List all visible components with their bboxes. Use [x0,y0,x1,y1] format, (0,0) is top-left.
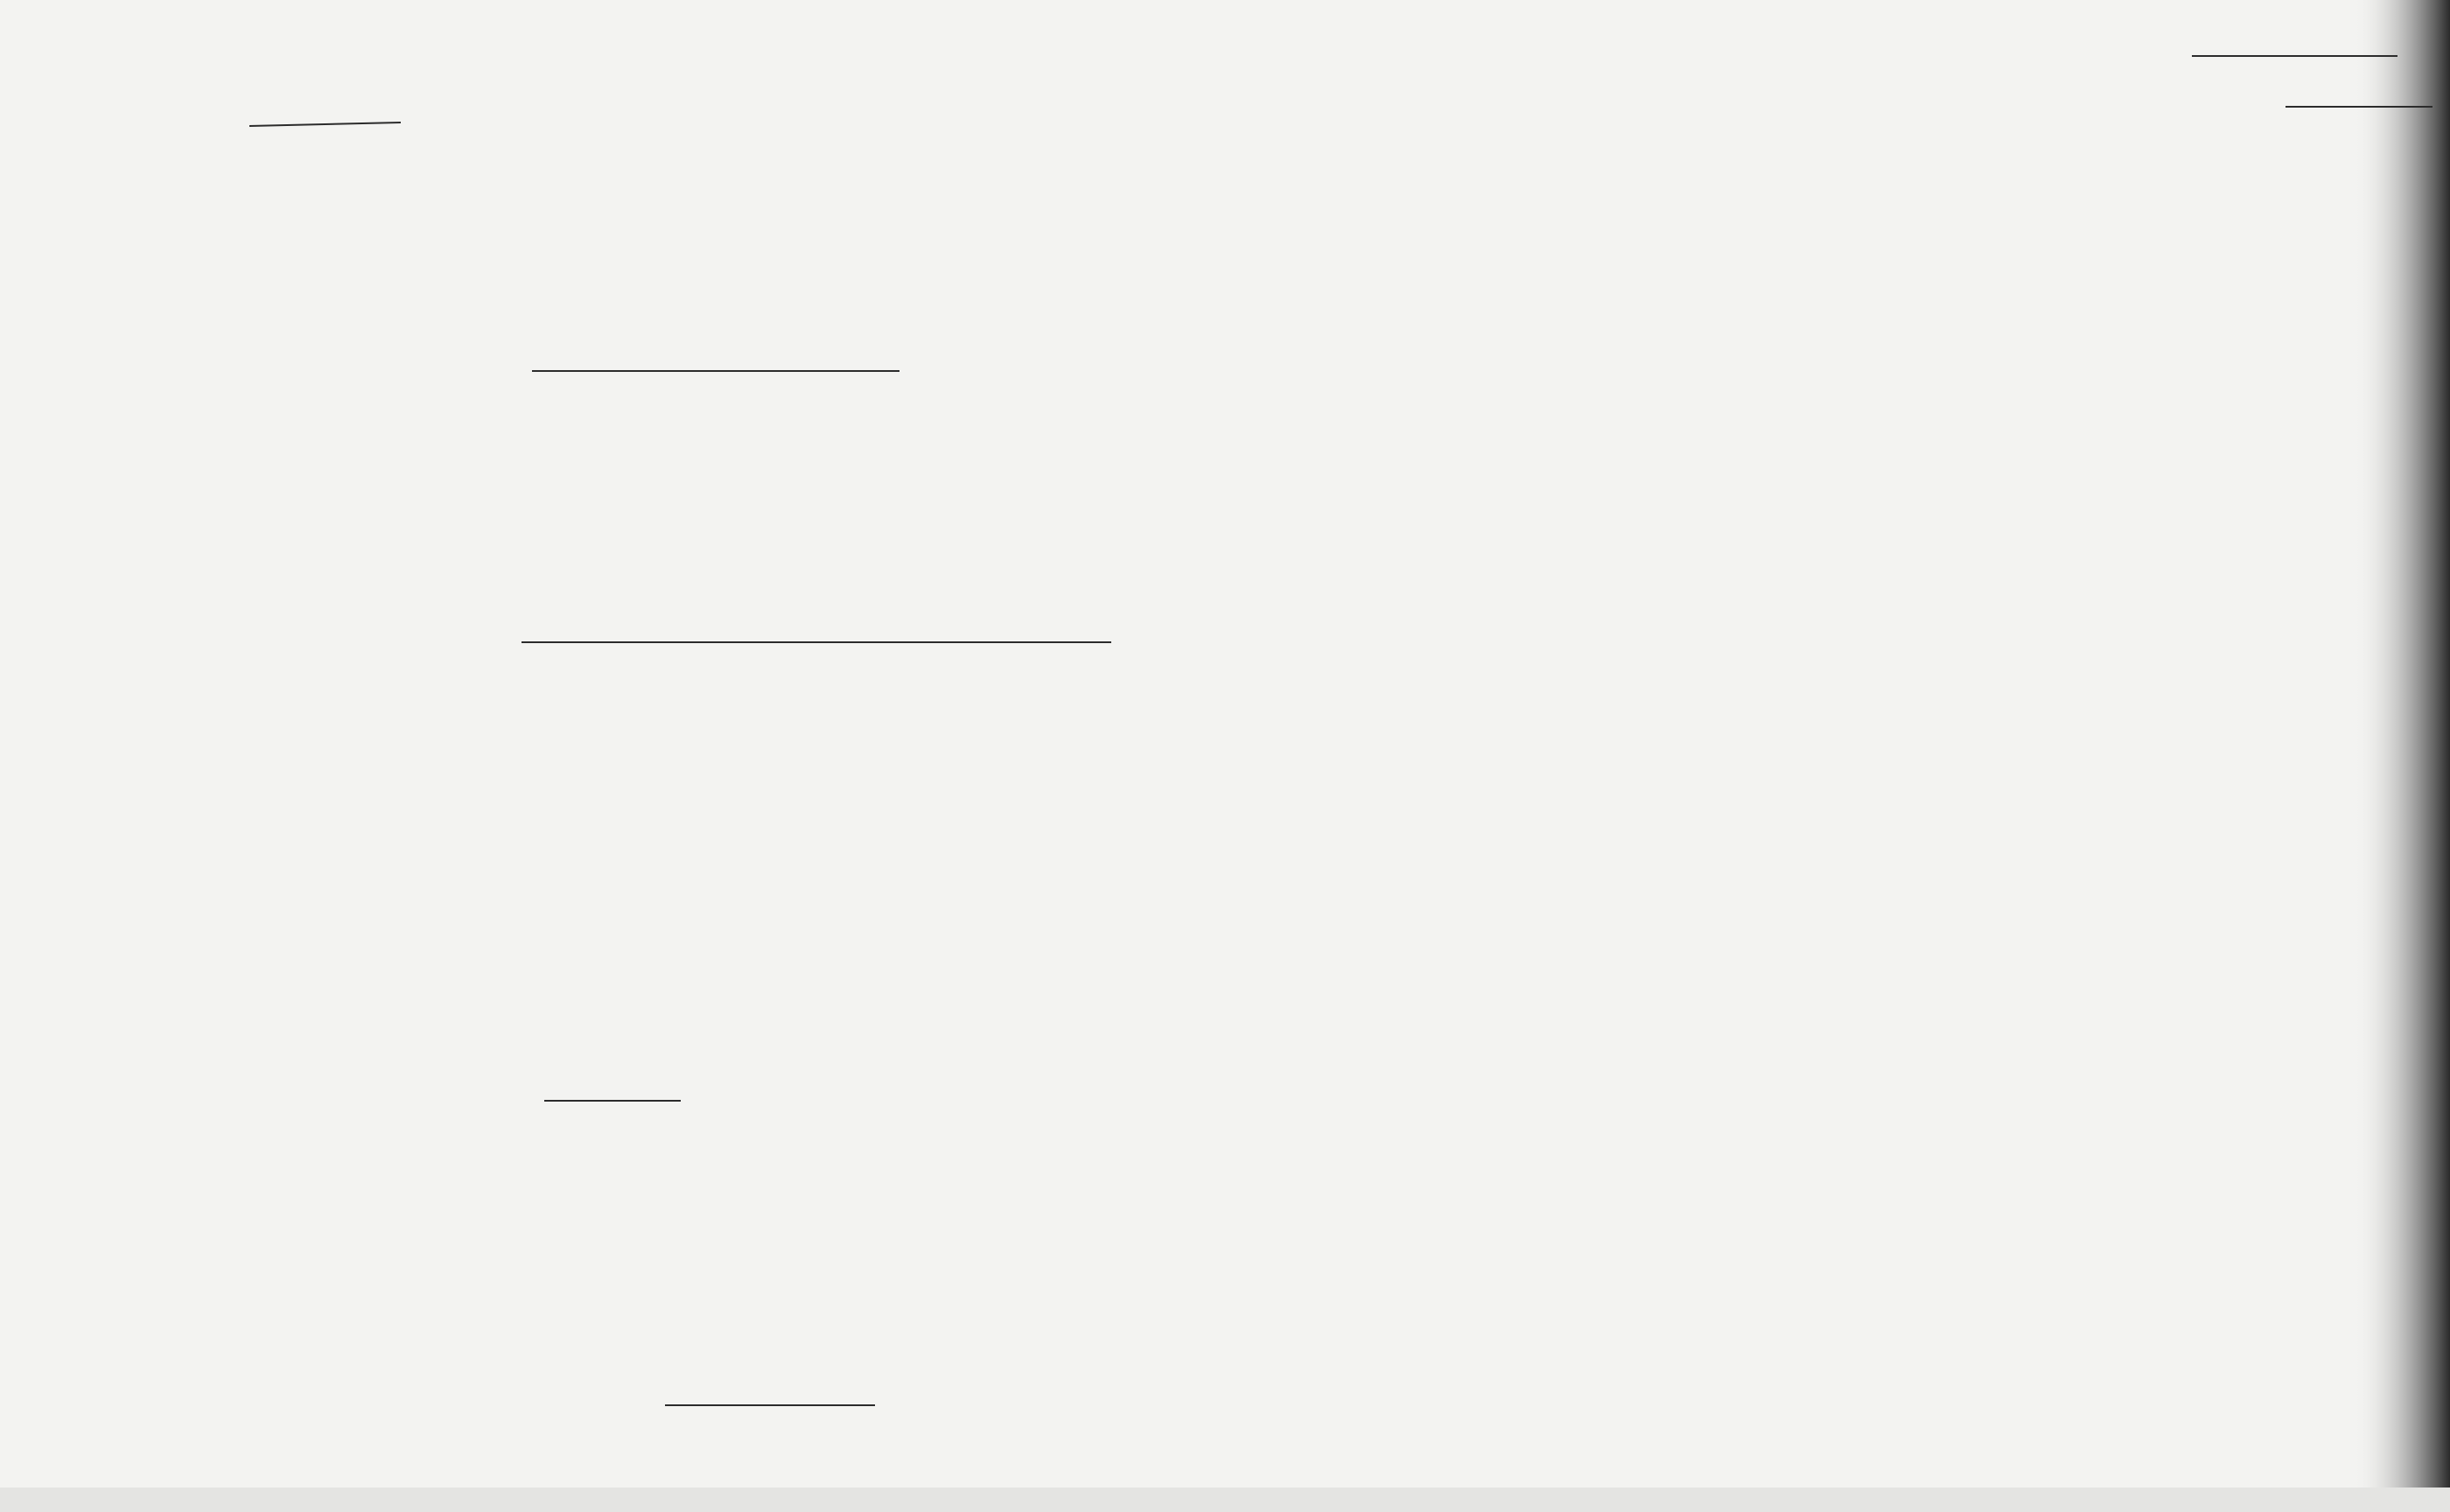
scan-edge-shadow [2354,0,2450,1512]
scan-bottom-margin [0,1488,2450,1512]
